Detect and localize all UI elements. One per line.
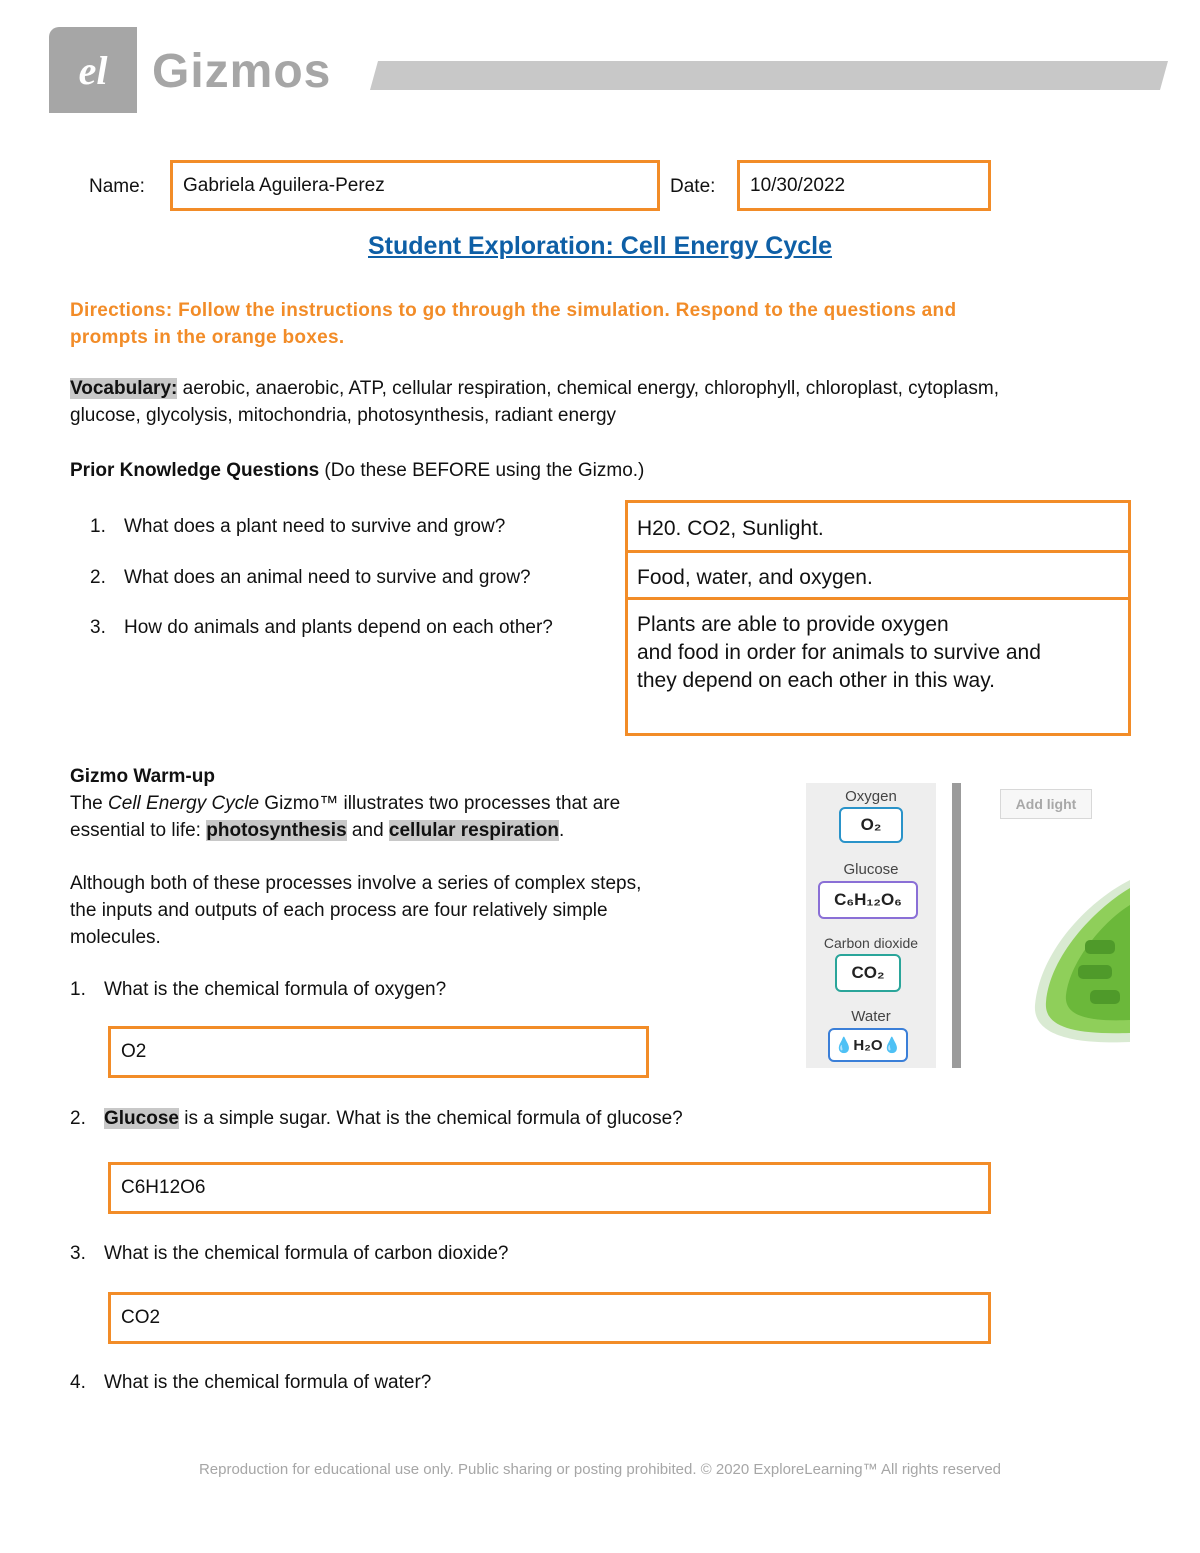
- molecule-label-water: Water: [851, 1008, 891, 1025]
- pk-question-1-num: 1.: [90, 516, 106, 537]
- name-value: Gabriela Aguilera-Perez: [183, 174, 385, 196]
- warmup-question-4-num: 4.: [70, 1372, 86, 1393]
- name-field[interactable]: [170, 160, 660, 211]
- warmup-question-2-num: 2.: [70, 1108, 86, 1129]
- warmup-question-2-text: is a simple sugar. What is the chemical formula of glucose?: [178, 1108, 683, 1129]
- warmup-intro-b: Gizmo™ illustrates two processes that are: [259, 793, 621, 814]
- warmup-para-2-line-2: the inputs and outputs of each process are four relatively simple: [70, 900, 608, 921]
- molecule-chip-water[interactable]: 💧H₂O💧: [828, 1028, 908, 1062]
- molecule-chip-oxygen[interactable]: O₂: [839, 807, 903, 843]
- pk-answer-3-line-1: Plants are able to provide oxygen: [637, 613, 949, 636]
- pk-question-3: [90, 614, 553, 641]
- header-bar: [370, 61, 1168, 90]
- warmup-heading: Gizmo Warm-up: [70, 766, 215, 787]
- term-glucose: Glucose: [104, 1108, 179, 1129]
- name-label: Name:: [89, 176, 145, 197]
- pk-question-3-num: 3.: [90, 617, 106, 638]
- warmup-intro-italic: Cell Energy Cycle: [108, 793, 260, 814]
- warmup-question-1-text: What is the chemical formula of oxygen?: [104, 979, 447, 1000]
- pk-answer-3[interactable]: [625, 597, 1131, 736]
- brand-name: Gizmos: [152, 45, 332, 98]
- warmup-period: .: [558, 820, 565, 841]
- pk-answer-3-line-2: and food in order for animals to survive and: [637, 641, 1041, 664]
- date-value: 10/30/2022: [750, 174, 846, 196]
- vocabulary-terms-1: aerobic, anaerobic, ATP, cellular respiration, chemical energy, chlorophyll, chloroplast, cytoplasm,: [177, 378, 999, 399]
- warmup-para-2-line-3: molecules.: [70, 927, 161, 948]
- pk-question-1-text: What does a plant need to survive and grow?: [124, 516, 506, 537]
- pk-answer-1[interactable]: H20. CO2, Sunlight.: [625, 500, 1131, 553]
- molecule-chip-carbon-dioxide[interactable]: CO₂: [835, 954, 901, 992]
- term-cellular-respiration: cellular respiration: [388, 820, 559, 841]
- molecule-label-glucose: Glucose: [843, 861, 899, 878]
- gizmos-logo: [49, 27, 137, 113]
- warmup-intro-c: essential to life:: [70, 820, 207, 841]
- pk-question-2-text: What does an animal need to survive and grow?: [124, 567, 531, 588]
- directions-line-1: Directions: Follow the instructions to go through the simulation. Respond to the questions and: [70, 300, 957, 321]
- molecule-chip-glucose[interactable]: C₆H₁₂O₆: [818, 881, 918, 919]
- prior-knowledge-note: (Do these BEFORE using the Gizmo.): [319, 460, 645, 481]
- pk-question-3-text: How do animals and plants depend on each other?: [124, 617, 553, 638]
- pk-question-2: [90, 564, 531, 591]
- molecule-panel: [806, 783, 936, 1068]
- warmup-answer-3[interactable]: [108, 1292, 991, 1344]
- add-light-button[interactable]: Add light: [1000, 789, 1092, 819]
- date-label: Date:: [670, 176, 716, 197]
- molecule-label-oxygen: Oxygen: [845, 788, 897, 805]
- warmup-question-4-text: What is the chemical formula of water?: [104, 1372, 432, 1393]
- directions-line-2: prompts in the orange boxes.: [70, 327, 345, 348]
- panel-divider: [952, 783, 961, 1068]
- warmup-question-1: [70, 976, 446, 1003]
- footer-copyright: Reproduction for educational use only. Public sharing or posting prohibited. © 2020 ExploreLearning™ All rights reserved: [198, 1461, 1002, 1478]
- molecule-label-carbon-dioxide: Carbon dioxide: [823, 935, 919, 951]
- warmup-question-1-num: 1.: [70, 979, 86, 1000]
- prior-knowledge-heading: [70, 457, 644, 484]
- vocabulary: [70, 375, 1150, 429]
- pk-question-2-num: 2.: [90, 567, 106, 588]
- pk-answer-table: [625, 500, 1131, 736]
- warmup-intro-a: The: [70, 793, 109, 814]
- warmup-answer-2[interactable]: [108, 1162, 991, 1214]
- warmup-question-2: [70, 1105, 683, 1132]
- pk-question-1: [90, 513, 505, 540]
- pk-answer-3-line-3: they depend on each other in this way.: [637, 669, 996, 692]
- warmup-answer-3-value: CO2: [121, 1307, 161, 1328]
- warmup-answer-1-value: O2: [121, 1041, 147, 1062]
- warmup-question-3: [70, 1240, 508, 1267]
- page-title: Student Exploration: Cell Energy Cycle: [368, 232, 832, 260]
- warmup-answer-2-value: C6H12O6: [121, 1177, 206, 1198]
- warmup-question-3-num: 3.: [70, 1243, 86, 1264]
- pk-answer-2[interactable]: Food, water, and oxygen.: [625, 550, 1131, 600]
- prior-knowledge-title: Prior Knowledge Questions: [70, 460, 320, 481]
- vocabulary-terms-2: glucose, glycolysis, mitochondria, photosynthesis, radiant energy: [70, 405, 617, 426]
- warmup-question-3-text: What is the chemical formula of carbon dioxide?: [104, 1243, 509, 1264]
- warmup-intro: [70, 790, 770, 844]
- chloroplast-icon: [1030, 880, 1130, 1050]
- warmup-question-4: [70, 1369, 431, 1396]
- directions: [70, 297, 1130, 351]
- term-photosynthesis: photosynthesis: [206, 820, 347, 841]
- warmup-and: and: [346, 820, 389, 841]
- warmup-para-2: [70, 870, 770, 951]
- vocabulary-label: Vocabulary:: [70, 378, 178, 399]
- warmup-para-2-line-1: Although both of these processes involve a series of complex steps,: [70, 873, 642, 894]
- logo-mark: el: [78, 47, 108, 93]
- warmup-answer-1[interactable]: [108, 1026, 649, 1078]
- date-field[interactable]: [737, 160, 991, 211]
